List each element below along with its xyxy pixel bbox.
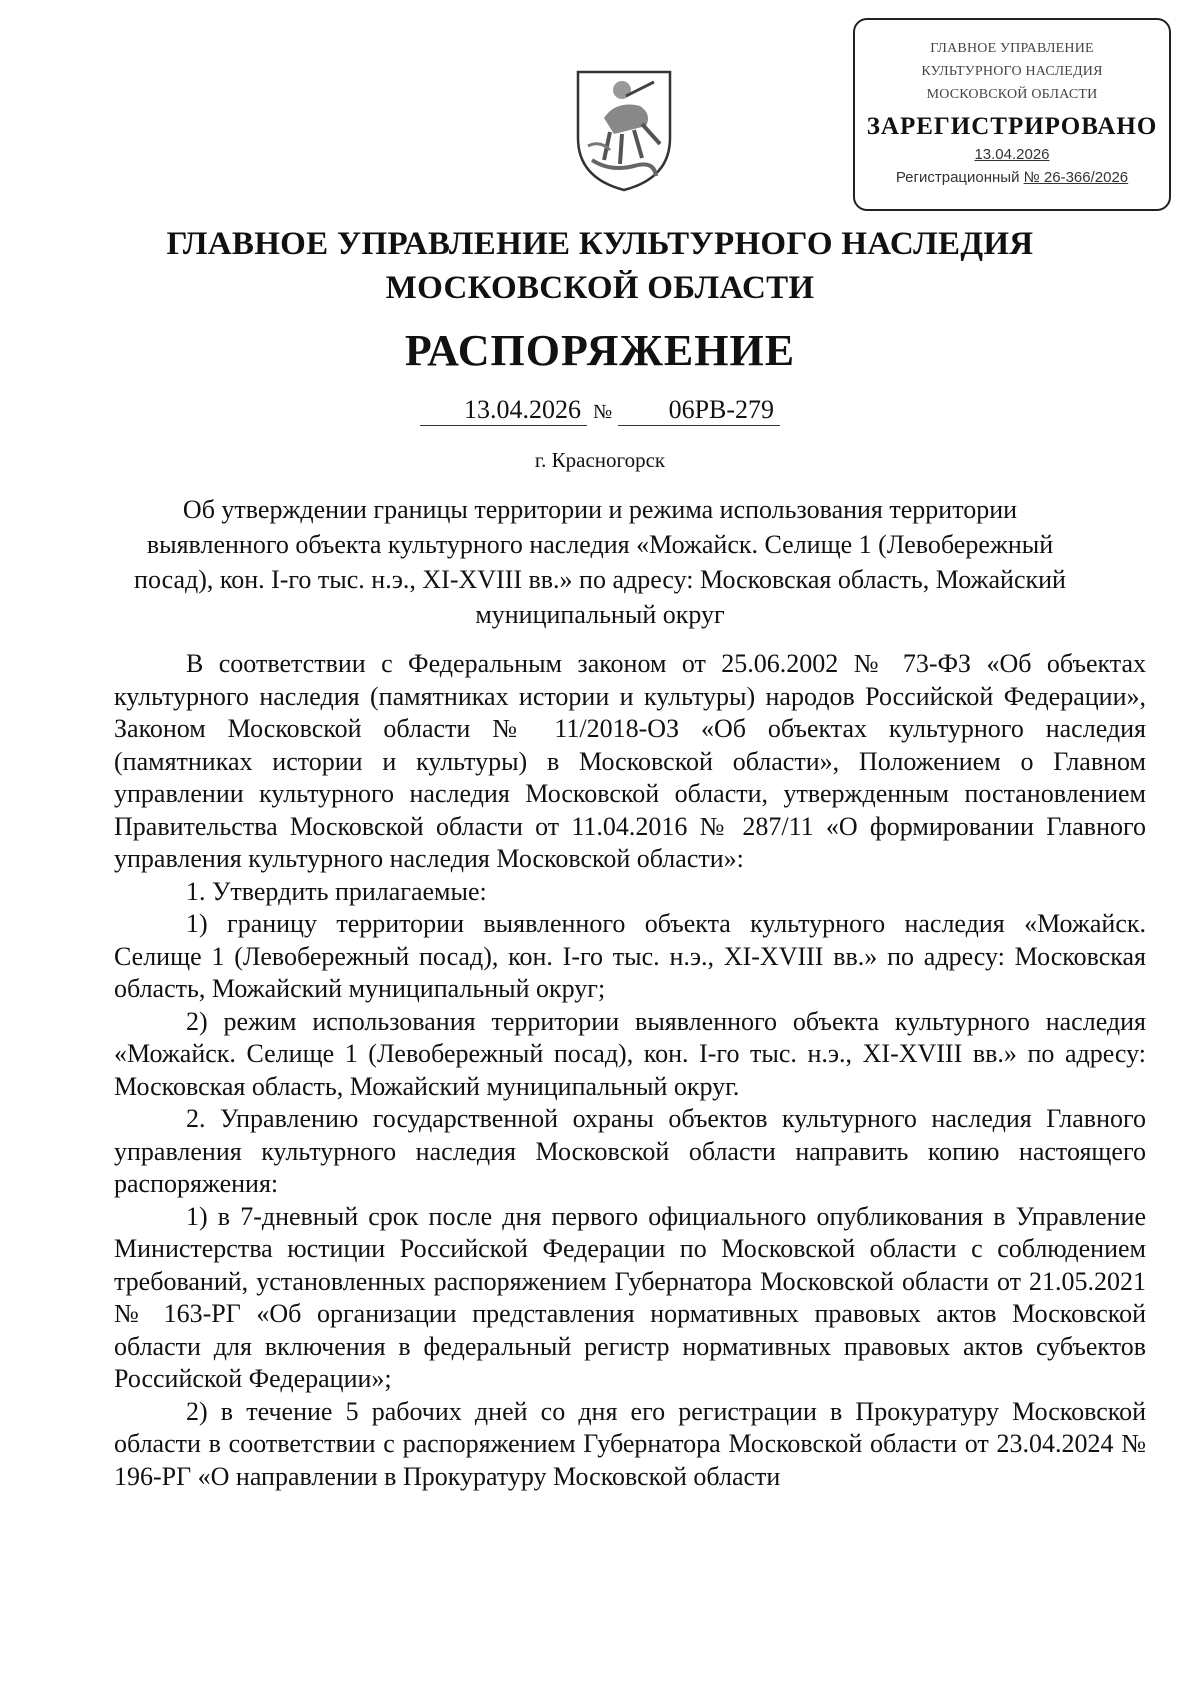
preamble-paragraph: В соответствии с Федеральным законом от 25.06.2002 № 73-ФЗ «Об объектах культурного наследия (памятниках истории и культуры) народов Российской Федерации», Законом Московской области № 11/2018-ОЗ «Об объектах культурного наследия (памятниках истории и культуры) в Московской области», Положением о Главном управлении культурного наследия Московской области, утвержденным постановлением Правительства Московской области от 11.04.2016 № 287/11 «О формировании Главного управления культурного наследия Московской области»:	[114, 649, 1146, 873]
stamp-status: ЗАРЕГИСТРИРОВАНО	[866, 113, 1158, 140]
clause-1-1: 1) границу территории выявленного объекта культурного наследия «Можайск. Селище 1 (Левобережный посад), кон. I-го тыс. н.э., XI-XVIII вв.» по адресу: Московская область, Можайский муниципальный округ;	[114, 909, 1146, 1003]
issuing-authority	[80, 222, 1120, 310]
date-number-line	[0, 395, 1200, 426]
document-type-title: РАСПОРЯЖЕНИЕ	[404, 326, 796, 375]
document-body	[114, 648, 1146, 1493]
document-date: 13.04.2026	[420, 395, 587, 426]
clause-2: 2. Управлению государственной охраны объектов культурного наследия Главного управления культурного наследия Московской области направить копию настоящего распоряжения:	[114, 1104, 1146, 1198]
clause-1-2: 2) режим использования территории выявленного объекта культурного наследия «Можайск. Селище 1 (Левобережный посад), кон. I-го тыс. н.э., XI-XVIII вв.» по адресу: Московская область, Можайский муниципальный округ.	[114, 1006, 1146, 1101]
stamp-org-line: МОСКОВСКОЙ ОБЛАСТИ	[926, 87, 1098, 102]
issue-city: г. Красногорск	[534, 448, 666, 472]
number-sign: №	[592, 401, 613, 423]
registration-stamp	[853, 18, 1171, 211]
clause-2-1: 1) в 7-дневный срок после дня первого официального опубликования в Управление Министерства юстиции Российской Федерации по Московской области с соблюдением требований, установленных распоряжением Губернатора Московской области от 21.05.2021 № 163-РГ «Об организации представления нормативных правовых актов Московской области для включения в федеральный регистр нормативных правовых актов субъектов Российской Федерации»;	[114, 1201, 1146, 1393]
stamp-reg-label: Регистрационный	[895, 169, 1020, 186]
stamp-registration-number	[855, 169, 1169, 186]
coat-of-arms-icon	[570, 60, 678, 195]
ministry-line: МОСКОВСКОЙ ОБЛАСТИ	[385, 270, 815, 306]
stamp-reg-number: № 26-366/2026	[1023, 169, 1129, 186]
document-subject: Об утверждении границы территории и режима использования территории выявленного объекта культурного наследия «Можайск. Селище 1 (Левобережный посад), кон. I-го тыс. н.э., XI-XVIII вв.» по адресу: Московская область, Можайский муниципальный округ	[134, 495, 1066, 629]
stamp-org-line: КУЛЬТУРНОГО НАСЛЕДИЯ	[921, 64, 1103, 79]
document-number: 06РВ-279	[618, 395, 780, 426]
ministry-line: ГЛАВНОЕ УПРАВЛЕНИЕ КУЛЬТУРНОГО НАСЛЕДИЯ	[166, 226, 1034, 262]
clause-2-2: 2) в течение 5 рабочих дней со дня его регистрации в Прокуратуру Московской области в соответствии с распоряжением Губернатора Московской области от 23.04.2024 № 196-РГ «О направлении в Прокуратуру Московской области	[114, 1396, 1146, 1491]
clause-1: 1. Утвердить прилагаемые:	[186, 876, 487, 906]
stamp-organization	[855, 37, 1169, 106]
stamp-org-line: ГЛАВНОЕ УПРАВЛЕНИЕ	[930, 41, 1094, 56]
stamp-date: 13.04.2026	[974, 146, 1050, 163]
